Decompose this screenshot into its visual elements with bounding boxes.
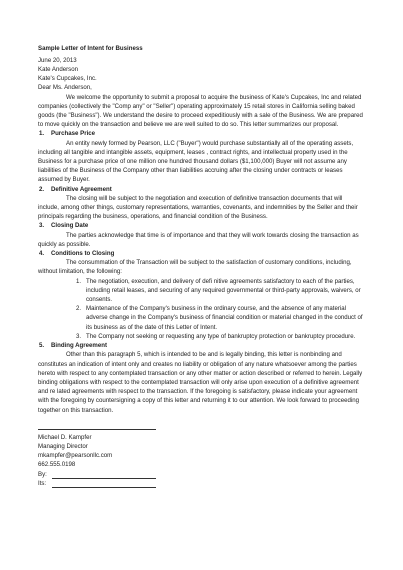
section-title: Closing Date bbox=[51, 222, 89, 230]
section-heading bbox=[38, 185, 364, 194]
section-number: 5. bbox=[39, 342, 45, 350]
signer-title: Managing Director bbox=[38, 442, 88, 450]
section-text: The closing will be subject to the negotiation and execution of definitive transaction documents that will include, among other things, customary representations, warranties, covenants, and indemnities by the Seller and their principals regarding the business, operations, and financial condition of the Business. bbox=[38, 194, 358, 221]
list-item-number: 1. bbox=[76, 277, 82, 285]
section-number: 4. bbox=[39, 250, 45, 258]
salutation: Dear Ms. Anderson, bbox=[38, 84, 92, 92]
list-item bbox=[38, 277, 364, 305]
signer-phone: 662.555.0198 bbox=[38, 461, 76, 469]
section-conditions-to-closing bbox=[38, 249, 364, 341]
section-text: The consummation of the Transaction will be subject to the satisfaction of customary conditions, including, without limitation, the following: bbox=[38, 259, 352, 276]
section-definitive-agreement bbox=[38, 185, 364, 222]
section-heading bbox=[38, 249, 364, 258]
list-item-text: The negotiation, execution, and delivery of defi nitive agreements satisfactory to each of the parties, including retail leases, and securing of any required governmental or third-party approvals, waivers, or consents. bbox=[86, 277, 361, 304]
signature-block bbox=[38, 429, 364, 488]
signer-name: Michael D. Kampfer bbox=[38, 433, 92, 441]
conditions-list bbox=[38, 277, 364, 341]
section-title: Purchase Price bbox=[51, 130, 96, 138]
list-item-text: The Company not seeking or requesting any type of bankruptcy protection or bankruptcy procedure. bbox=[86, 332, 356, 340]
section-binding-agreement bbox=[38, 341, 364, 415]
section-text: Other than this paragraph 5, which is intended to be and is legally binding, this letter is nonbinding and constitutes an indication of intent only and creates no liability or obligation of any nature whatsoever among the parties hereto with respect to any contemplated transaction or any other matter or action described or referred to herein. Legally binding obligations with respect to the contemplated transaction will only arise upon execution of a definitive agreement and re lated agreements with respect to the transaction. If the foregoing is satisfactory, please indicate your agreement with the foregoing by countersigning a copy of this letter and returning it to our attention. We look forward to proceeding together on this transaction. bbox=[38, 351, 363, 414]
letter-page bbox=[38, 44, 364, 488]
letter-date: June 20, 2013 bbox=[38, 56, 77, 64]
intro-paragraph: We welcome the opportunity to submit a proposal to acquire the business of Kate's Cupcakes, Inc and related companies (collectively the "Comp any" or "Seller") operating approximately 15 retail stores in California selling baked goods (the "Business"). We understand the desire to proceed expeditiously with a sale of the Business. We are prepared to move quickly on the transaction and believe we are well suited to do so. This letter summarizes our proposal. bbox=[38, 93, 363, 129]
list-item bbox=[38, 304, 364, 332]
section-text: The parties acknowledge that time is of importance and that they will work towards closing the transaction as quickly as possible. bbox=[38, 231, 359, 248]
by-field bbox=[38, 470, 364, 479]
section-number: 3. bbox=[39, 222, 45, 230]
list-item bbox=[38, 332, 364, 341]
signature-line bbox=[38, 429, 156, 430]
section-number: 1. bbox=[39, 130, 45, 138]
section-title: Conditions to Closing bbox=[51, 250, 115, 258]
section-heading bbox=[38, 221, 364, 230]
its-input-line bbox=[52, 480, 156, 488]
section-text: An entity newly formed by Pearson, LLC ("Buyer") would purchase substantially all of the operating assets, including all tangible and intangible assets, equipment, leases , contract rights, and intellectual property used in the Business for a purchase price of one million one hundred thousand dollars ($1,100,000) Buyer will not assume any liabilities of the Business of the Company other than liabilities accruing after the closing under contracts or leases assumed by Buyer. bbox=[38, 139, 354, 184]
recipient-name: Kate Anderson bbox=[38, 66, 78, 73]
section-title: Binding Agreement bbox=[51, 342, 107, 350]
section-closing-date bbox=[38, 221, 364, 249]
list-item-number: 3. bbox=[76, 332, 82, 340]
signer-email: mkampfer@pearsonllc.com bbox=[38, 452, 113, 460]
section-purchase-price bbox=[38, 129, 364, 184]
list-item-number: 2. bbox=[76, 305, 82, 313]
by-input-line bbox=[52, 471, 156, 479]
section-heading bbox=[38, 341, 364, 350]
section-title: Definitive Agreement bbox=[51, 185, 112, 193]
section-heading bbox=[38, 129, 364, 138]
recipient-company: Kate's Cupcakes, Inc. bbox=[38, 75, 97, 83]
its-field bbox=[38, 479, 364, 488]
list-item-text: Maintenance of the Company's business in the ordinary course, and the absence of any material adverse change in the Company's business of financial condition or material changed in the conduct of its business as of the date of this Letter of Intent. bbox=[86, 305, 363, 331]
its-label: Its: bbox=[38, 479, 47, 487]
by-label: By: bbox=[38, 470, 47, 478]
document-title: Sample Letter of Intent for Business bbox=[38, 45, 143, 52]
section-number: 2. bbox=[39, 185, 45, 193]
